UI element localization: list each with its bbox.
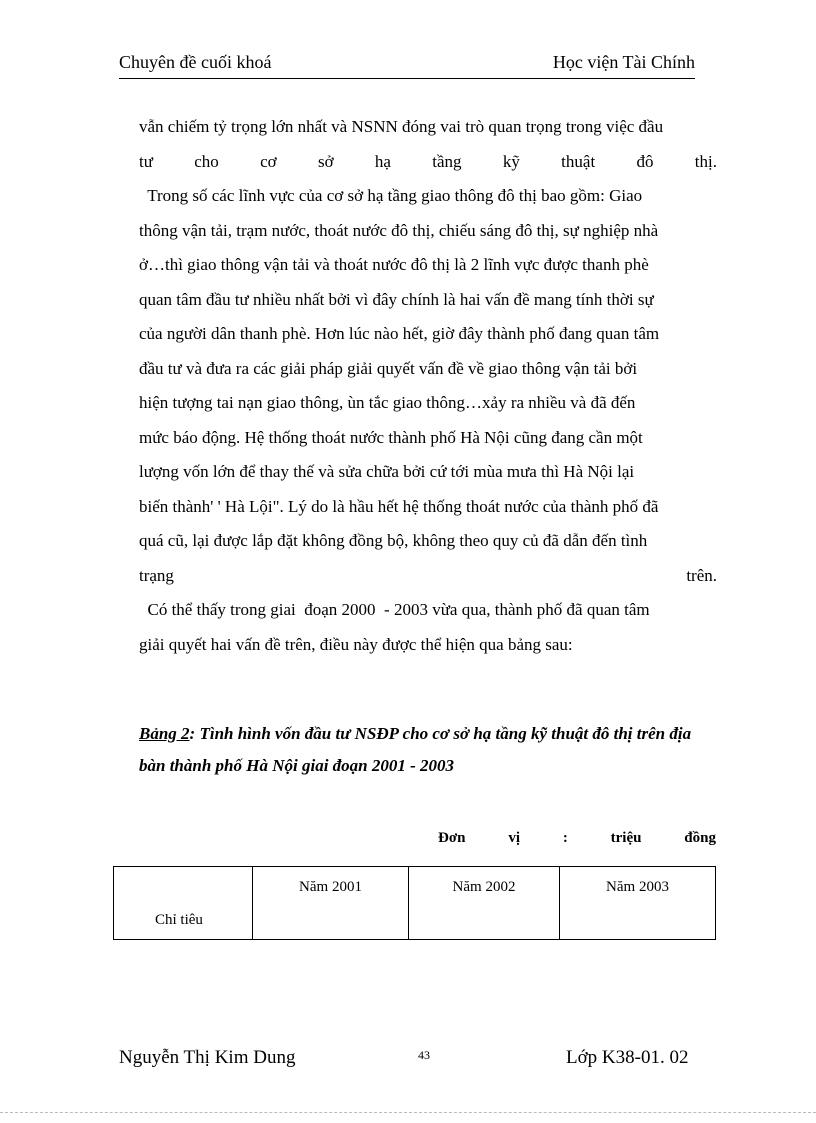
data-table — [113, 866, 716, 940]
table-caption-text: : Tình hình vốn đầu tư NSĐP cho cơ sở hạ tầng kỹ thuật đô thị trên địa bàn thành phố Hà Nội giai đoạn 2001 - 2003 — [139, 724, 692, 775]
table-header-indicator: Chỉ tiêu — [155, 912, 203, 928]
page-bottom-divider — [0, 1112, 816, 1113]
footer-author: Nguyễn Thị Kim Dung — [119, 1047, 296, 1068]
unit-label: Đơn vị : triệu đồng — [438, 830, 716, 846]
table-header-cell — [114, 867, 253, 940]
body-text — [139, 110, 717, 662]
body-line: đầu tư và đưa ra các giải pháp giải quyết vấn đề về giao thông vận tải bởi — [139, 358, 638, 378]
header-left-title: Chuyên đề cuối khoá — [119, 52, 272, 72]
body-line: vẫn chiếm tỷ trọng lớn nhất và NSNN đóng vai trò quan trọng trong việc đầu — [139, 117, 664, 136]
header-right-title: Học viện Tài Chính — [552, 52, 695, 72]
footer-class: Lớp K38-01. 02 — [566, 1047, 689, 1068]
body-line: giải quyết hai vấn đề trên, điều này được thể hiện qua bảng sau: — [139, 634, 573, 654]
body-line: trạng trên. — [139, 565, 717, 585]
body-line: Có thể thấy trong giai đoạn 2000 - 2003 vừa qua, thành phố đã quan tâm — [139, 600, 650, 619]
footer-page-number: 43 — [418, 1048, 430, 1062]
body-line: lượng vốn lớn để thay thế và sửa chữa bởi cứ tới mùa mưa thì Hà Nội lại — [139, 462, 635, 481]
table-caption — [139, 718, 719, 782]
body-line: của người dân thanh phè. Hơn lúc nào hết, giờ đây thành phố đang quan tâm — [139, 324, 660, 343]
body-line: biến thành' ' Hà Lội". Lý do là hầu hết hệ thống thoát nước của thành phố đã — [139, 496, 659, 516]
body-line: tư cho cơ sở hạ tầng kỹ thuật đô thị. — [139, 151, 717, 171]
table-header-cell: Năm 2001 — [253, 867, 409, 940]
table-caption-label: Bảng 2 — [139, 724, 190, 743]
table-header-cell: Năm 2003 — [560, 867, 716, 940]
body-line: Trong số các lĩnh vực của cơ sở hạ tầng giao thông đô thị bao gồm: Giao — [139, 186, 643, 205]
body-line: mức báo động. Hệ thống thoát nước thành phố Hà Nội cũng đang cần một — [139, 427, 643, 447]
table-header-cell: Năm 2002 — [409, 867, 560, 940]
body-line: ở…thì giao thông vận tải và thoát nước đô thị là 2 lĩnh vực được thanh phè — [139, 255, 649, 274]
page-header — [119, 52, 695, 79]
table-row — [114, 867, 716, 940]
body-line: hiện tượng tai nạn giao thông, ùn tắc giao thông…xảy ra nhiều và đã đến — [139, 393, 636, 412]
body-line: thông vận tải, trạm nước, thoát nước đô thị, chiếu sáng đô thị, sự nghiệp nhà — [139, 220, 659, 240]
body-line: quan tâm đầu tư nhiều nhất bởi vì đây chính là hai vấn đề mang tính thời sự — [139, 289, 654, 309]
body-line: quá cũ, lại được lắp đặt không đồng bộ, không theo quy củ đã dẫn đến tình — [139, 531, 648, 550]
